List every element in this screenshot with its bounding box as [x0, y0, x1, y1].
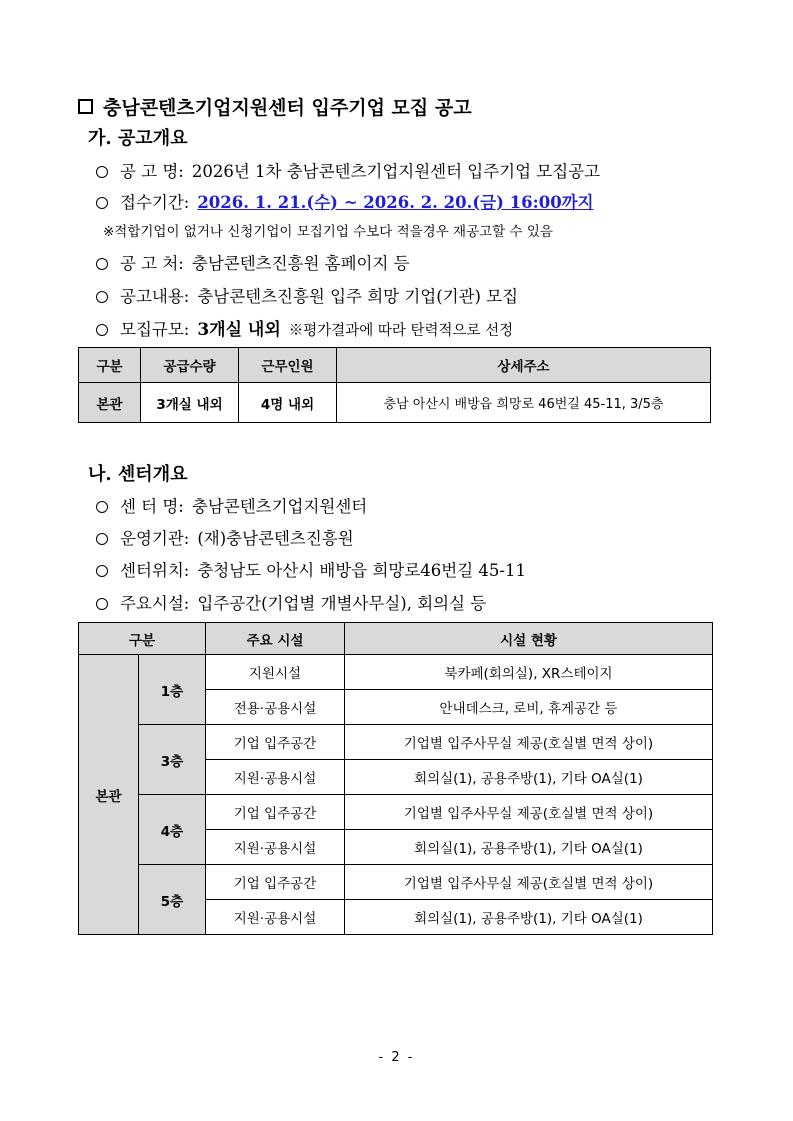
center-location-line: 센터위치: 충청남도 아산시 배방읍 희망로46번길 45-11 [96, 557, 526, 581]
circle-bullet-icon [96, 598, 108, 610]
header-address: 상세주소 [337, 348, 711, 383]
section-heading-overview: 가. 공고개요 [88, 128, 188, 149]
announcement-content-line: 공고내용: 충남콘텐츠진흥원 입주 희망 기업(기관) 모집 [96, 283, 518, 307]
recruitment-table [78, 347, 711, 423]
reannouncement-note: ※적합기업이 없거나 신청기업이 모집기업 수보다 적을경우 재공고할 수 있음 [103, 224, 553, 240]
circle-bullet-icon [96, 533, 108, 545]
operator-line: 운영기관: (재)충남콘텐츠진흥원 [96, 525, 354, 549]
table-row: 지원·공용시설 회의실(1), 공용주방(1), 기타 OA실(1) [79, 830, 713, 865]
floor-cell: 1층 [139, 655, 206, 725]
title-text: 충남콘텐츠기업지원센터 입주기업 모집 공고 [103, 97, 472, 119]
main-facilities-line: 주요시설: 입주공간(기업별 개별사무실), 회의실 등 [96, 590, 486, 614]
circle-bullet-icon [96, 565, 108, 577]
application-period-line: 접수기간: 2026. 1. 21.(수) ~ 2026. 2. 20.(금) 16:00까지 [96, 189, 594, 213]
floor-cell: 4층 [139, 795, 206, 865]
building-cell: 본관 [79, 655, 139, 935]
table-row: 본관 3개실 내외 4명 내외 충남 아산시 배방읍 희망로 46번길 45-11, 3/5층 [79, 383, 711, 423]
recruit-scale-line: 모집규모: 3개실 내외 ※평가결과에 따라 탄력적으로 선정 [96, 315, 513, 340]
header-facility-status: 시설 현황 [345, 623, 713, 655]
circle-bullet-icon [96, 291, 108, 303]
table-row: 지원·공용시설 회의실(1), 공용주방(1), 기타 OA실(1) [79, 760, 713, 795]
circle-bullet-icon [96, 197, 108, 209]
facility-table [78, 622, 713, 935]
table-row: 5층 기업 입주공간 기업별 입주사무실 제공(호실별 면적 상이) [79, 865, 713, 900]
announcement-name-line: 공 고 명: 2026년 1차 충남콘텐츠기업지원센터 입주기업 모집공고 [96, 158, 600, 182]
header-category: 구분 [79, 623, 206, 655]
table-row: 전용·공용시설 안내데스크, 로비, 휴게공간 등 [79, 690, 713, 725]
circle-bullet-icon [96, 258, 108, 270]
page-title [78, 93, 472, 120]
page-number: - 2 - [378, 1050, 415, 1065]
floor-cell: 3층 [139, 725, 206, 795]
circle-bullet-icon [96, 501, 108, 513]
section-heading-center: 나. 센터개요 [88, 464, 188, 485]
table-row: 4층 기업 입주공간 기업별 입주사무실 제공(호실별 면적 상이) [79, 795, 713, 830]
table-row: 3층 기업 입주공간 기업별 입주사무실 제공(호실별 면적 상이) [79, 725, 713, 760]
announcement-place-line: 공 고 처: 충남콘텐츠진흥원 홈페이지 등 [96, 250, 410, 274]
header-category: 구분 [79, 348, 141, 383]
header-supply: 공급수량 [141, 348, 239, 383]
circle-bullet-icon [96, 166, 108, 178]
header-main-facility: 주요 시설 [206, 623, 345, 655]
header-staff: 근무인원 [239, 348, 337, 383]
center-name-line: 센 터 명: 충남콘텐츠기업지원센터 [96, 493, 367, 517]
table-row: 본관 1층 지원시설 북카페(회의실), XR스테이지 [79, 655, 713, 690]
checkbox-square-icon [78, 99, 93, 114]
application-period-value: 2026. 1. 21.(수) ~ 2026. 2. 20.(금) 16:00까지 [197, 193, 594, 212]
floor-cell: 5층 [139, 865, 206, 935]
circle-bullet-icon [96, 324, 108, 336]
table-row: 지원·공용시설 회의실(1), 공용주방(1), 기타 OA실(1) [79, 900, 713, 935]
